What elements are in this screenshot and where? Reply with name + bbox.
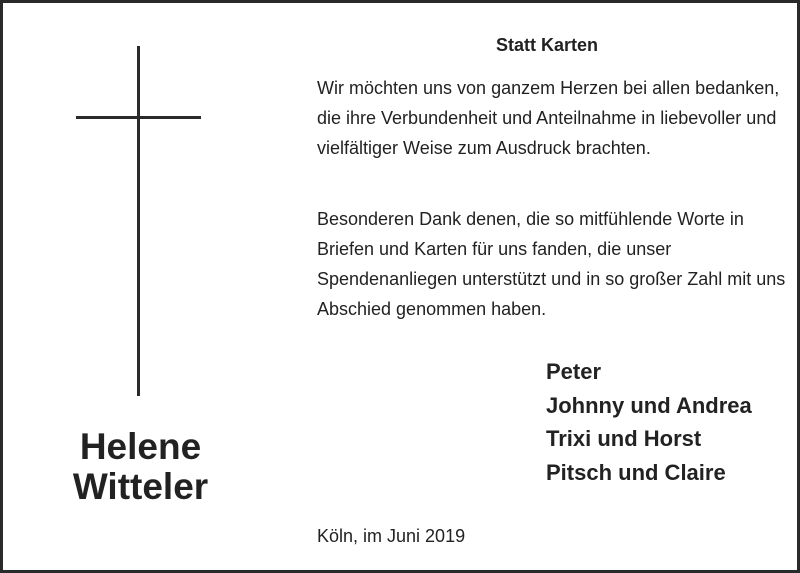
deceased-first-name: Helene <box>79 426 202 467</box>
signer-name: Johnny und Andrea <box>546 392 752 418</box>
cross-vertical-bar <box>137 46 140 396</box>
signer-name: Peter <box>546 359 602 384</box>
place-date: Köln, im Juni 2019 <box>317 526 466 546</box>
special-thanks-paragraph: Besonderen Dank denen, die so mitfühlende Worte in Briefen und Karten für uns fanden, die unser Spendenanliegen unterstützt und in so großer Zahl mit uns Abschied genommen haben. <box>317 209 786 319</box>
signers-list <box>546 355 796 489</box>
signer-name: Pitsch und Claire <box>546 459 726 485</box>
deceased-last-name: Witteler <box>72 466 209 507</box>
deceased-name <box>33 427 248 507</box>
thanks-paragraph: Wir möchten uns von ganzem Herzen bei allen bedanken, die ihre Verbundenheit und Anteilnahme in liebevoller und vielfältiger Weise zum Ausdruck brachten. <box>317 78 780 158</box>
notice-heading: Statt Karten <box>495 35 598 55</box>
cross-horizontal-bar <box>76 116 201 119</box>
signer-name: Trixi und Horst <box>546 426 702 451</box>
